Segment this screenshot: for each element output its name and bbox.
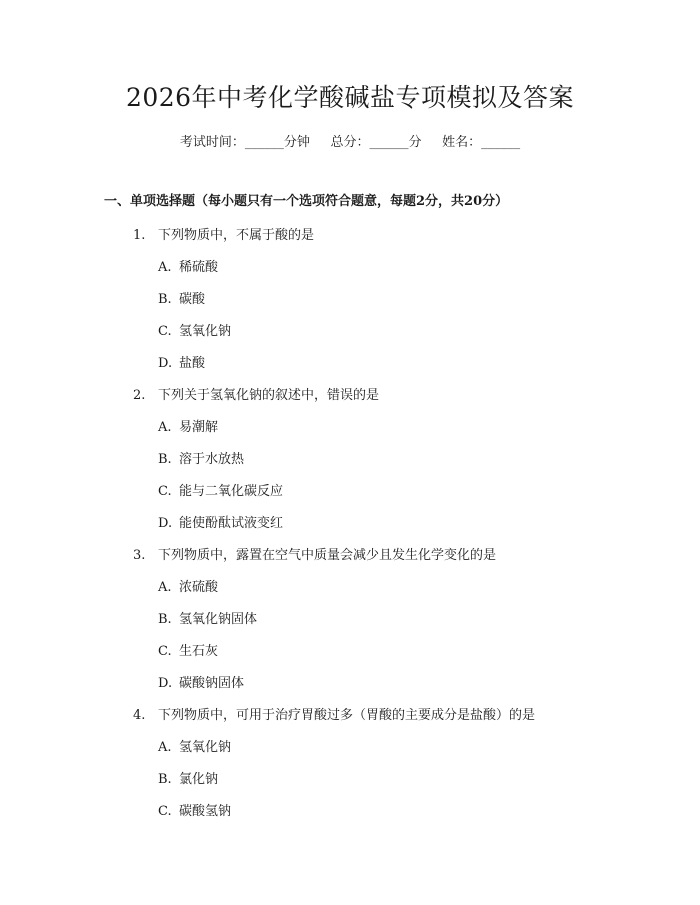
option-text: 稀硫酸 <box>179 260 219 275</box>
question-text: 下列物质中，可用于治疗胃酸过多（胃酸的主要成分是盐酸）的是 <box>158 708 536 723</box>
option-text: 生石灰 <box>179 644 219 659</box>
question-number: 2. <box>133 388 146 403</box>
option-text: 能与二氧化碳反应 <box>179 484 284 499</box>
q1-option-b <box>158 288 205 307</box>
section-heading: 一、单项选择题（每小题只有一个选项符合题意，每题2分，共20分） <box>104 194 509 209</box>
option-text: 氢氧化钠 <box>179 324 232 339</box>
question-number: 4. <box>133 708 146 723</box>
q3-option-a <box>158 576 218 595</box>
option-letter: B. <box>158 452 172 467</box>
option-text: 氢氧化钠固体 <box>179 612 258 627</box>
question-number: 1. <box>133 228 146 243</box>
option-text: 能使酚酞试液变红 <box>179 516 284 531</box>
option-letter: A. <box>158 740 172 755</box>
q1-option-d <box>158 352 205 371</box>
option-letter: C. <box>158 324 172 339</box>
option-letter: B. <box>158 772 172 787</box>
q4-option-a <box>158 736 231 755</box>
option-text: 碳酸钠固体 <box>179 676 245 691</box>
option-letter: A. <box>158 580 172 595</box>
q3-option-c <box>158 640 218 659</box>
question-text: 下列物质中，不属于酸的是 <box>158 228 315 243</box>
option-letter: D. <box>158 356 173 371</box>
option-text: 碳酸氢钠 <box>179 804 232 819</box>
option-text: 盐酸 <box>179 356 206 371</box>
question-text: 下列关于氢氧化钠的叙述中，错误的是 <box>158 388 380 403</box>
q1-option-c <box>158 320 231 339</box>
q3-option-b <box>158 608 257 627</box>
q3-option-d <box>158 672 244 691</box>
q4-option-c <box>158 800 231 819</box>
option-letter: A. <box>158 260 172 275</box>
option-letter: A. <box>158 420 172 435</box>
question-1 <box>133 224 314 243</box>
q2-option-d <box>158 512 283 531</box>
exam-info: 考试时间：______分钟 总分：______分 姓名：______ <box>179 135 521 150</box>
question-4 <box>133 704 535 723</box>
option-text: 浓硫酸 <box>179 580 219 595</box>
option-text: 碳酸 <box>179 292 206 307</box>
option-text: 氢氧化钠 <box>179 740 232 755</box>
q2-option-c <box>158 480 283 499</box>
question-number: 3. <box>133 548 146 563</box>
option-text: 溶于水放热 <box>179 452 245 467</box>
q1-option-a <box>158 256 218 275</box>
option-letter: B. <box>158 612 172 627</box>
option-text: 氯化钠 <box>179 772 219 787</box>
q2-option-a <box>158 416 218 435</box>
option-text: 易潮解 <box>179 420 219 435</box>
question-3 <box>133 544 496 563</box>
q4-option-b <box>158 768 218 787</box>
option-letter: C. <box>158 804 172 819</box>
page-title: 2026年中考化学酸碱盐专项模拟及答案 <box>125 83 575 112</box>
option-letter: C. <box>158 484 172 499</box>
option-letter: B. <box>158 292 172 307</box>
option-letter: C. <box>158 644 172 659</box>
q2-option-b <box>158 448 244 467</box>
question-2 <box>133 384 379 403</box>
question-text: 下列物质中，露置在空气中质量会减少且发生化学变化的是 <box>158 548 497 563</box>
option-letter: D. <box>158 676 173 691</box>
option-letter: D. <box>158 516 173 531</box>
